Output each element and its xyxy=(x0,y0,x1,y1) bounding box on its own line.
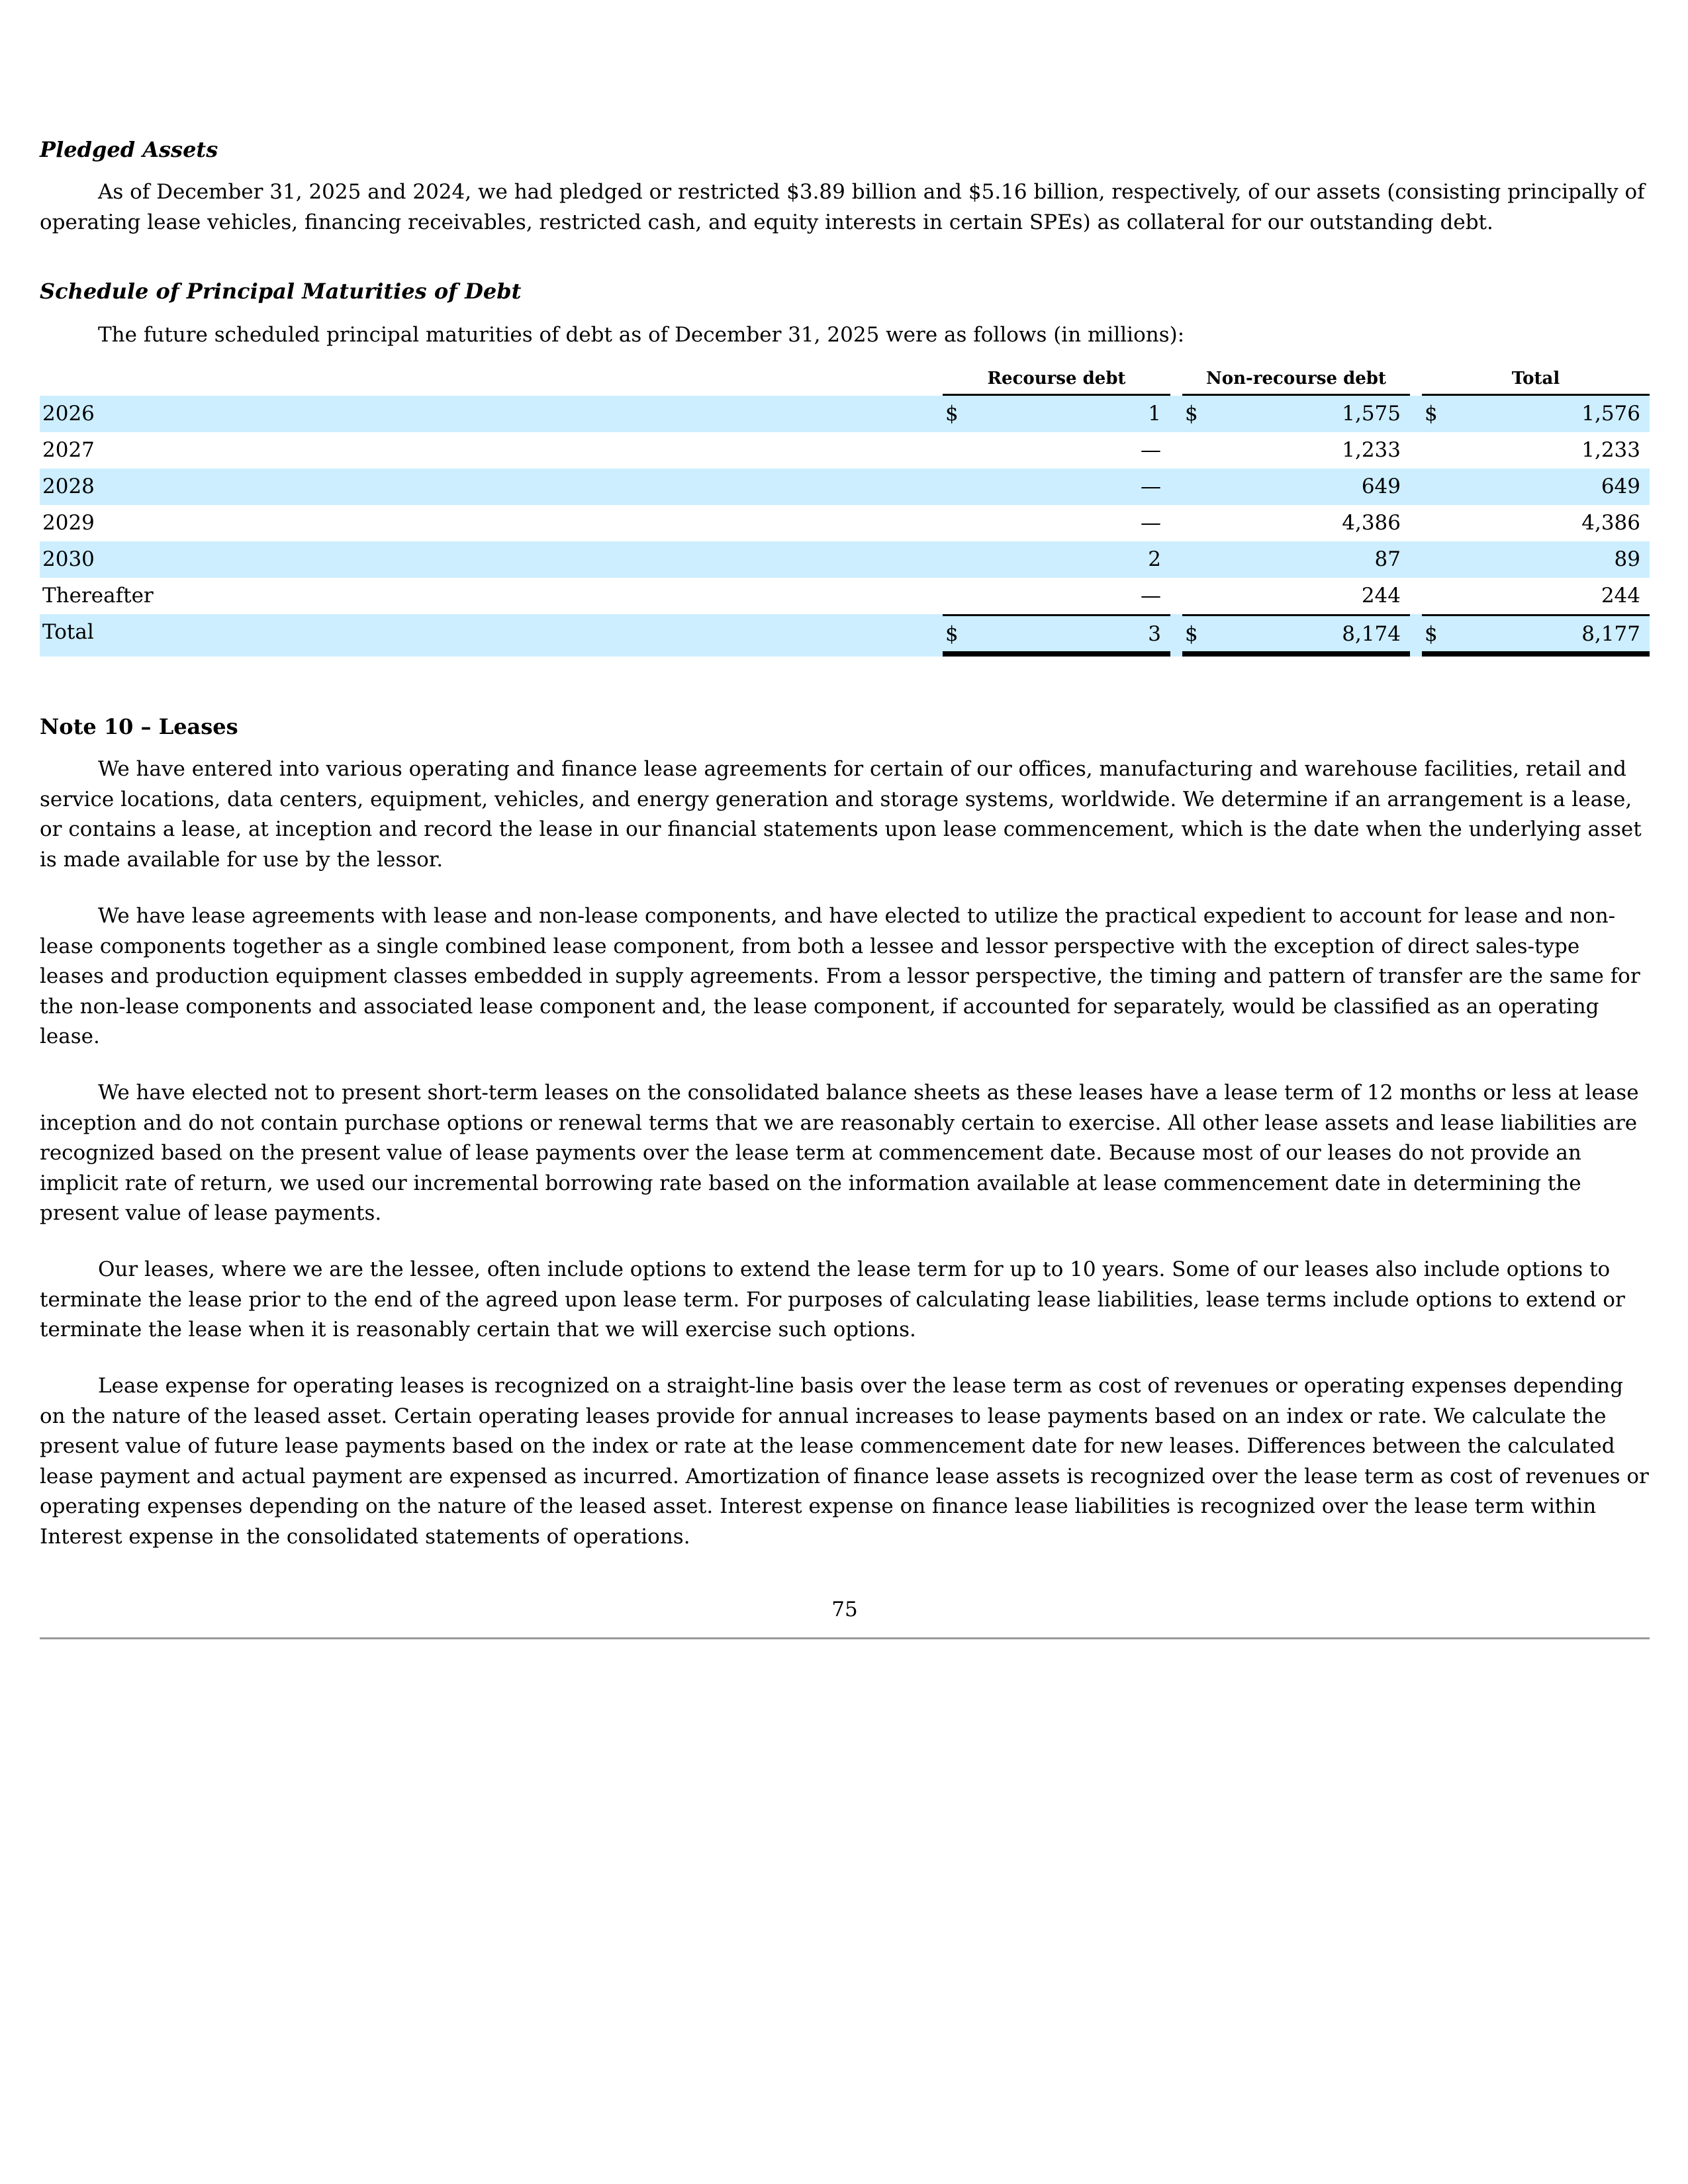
column-header-total: Total xyxy=(1422,363,1650,396)
recourse-value: 1 xyxy=(1148,402,1161,426)
total-value: 649 xyxy=(1601,475,1640,498)
row-label: 2028 xyxy=(42,475,95,498)
footer-divider xyxy=(40,1637,1650,1639)
pledged-assets-paragraph: As of December 31, 2025 and 2024, we had pledged or restricted $3.89 billion and $5.16 billion, respectively, of our assets (consisting principally of operating lease vehicles, financing receivables, restricted cash, and equity interests in certain SPEs) as collateral for our outstanding debt. xyxy=(40,180,1645,234)
total-cell xyxy=(1422,432,1650,469)
table-row xyxy=(40,505,1650,541)
nonrecourse-value: 4,386 xyxy=(1342,511,1401,535)
recourse-value: — xyxy=(1141,438,1161,462)
recourse-value: — xyxy=(1141,584,1161,608)
nonrecourse-cell xyxy=(1182,469,1410,505)
leases-paragraph-2: We have lease agreements with lease and non-lease components, and have elected to utilize the practical expedient to account for lease and non-lease components together as a single combined lease component, from both a lessee and lessor perspective with the exception of direct sales-type leases and production equipment classes embedded in supply agreements. From a lessor perspective, the timing and pattern of transfer are the same for the non-lease components and associated lease component and, the lease component, if accounted for separately, would be classified as an operating lease. xyxy=(40,904,1640,1048)
row-label: Thereafter xyxy=(42,584,154,608)
total-cell xyxy=(1422,505,1650,541)
note-10-heading: Note 10 – Leases xyxy=(40,714,238,739)
recourse-cell xyxy=(943,432,1170,469)
total-cell xyxy=(1422,396,1650,432)
currency-symbol: $ xyxy=(945,622,959,646)
recourse-cell xyxy=(943,578,1170,614)
table-row xyxy=(40,469,1650,505)
recourse-value: — xyxy=(1141,475,1161,498)
recourse-cell xyxy=(943,505,1170,541)
pledged-assets-heading: Pledged Assets xyxy=(40,137,218,162)
total-cell xyxy=(1422,578,1650,614)
recourse-cell xyxy=(943,614,1170,657)
column-header-recourse-debt: Recourse debt xyxy=(943,363,1170,396)
leases-paragraph-4: Our leases, where we are the lessee, often include options to extend the lease term for up to 10 years. Some of our leases also include options to terminate the lease prior to the end of the agreed upon lease term. For purposes of calculating lease liabilities, lease terms include options to extend or terminate the lease when it is reasonably certain that we will exercise such options. xyxy=(40,1257,1625,1342)
total-value: 244 xyxy=(1601,584,1640,608)
nonrecourse-value: 649 xyxy=(1361,475,1401,498)
recourse-value: 2 xyxy=(1148,547,1161,571)
nonrecourse-value: 8,174 xyxy=(1342,622,1401,646)
leases-paragraph-1: We have entered into various operating and finance lease agreements for certain of our offices, manufacturing and warehouse facilities, retail and service locations, data centers, equipment, vehicles, and energy generation and storage systems, worldwide. We determine if an arrangement is a lease, or contains a lease, at inception and record the lease in our financial statements upon lease commencement, which is the date when the underlying asset is made available for use by the lessor. xyxy=(40,757,1642,872)
nonrecourse-cell xyxy=(1182,432,1410,469)
total-value: 1,233 xyxy=(1581,438,1640,462)
currency-symbol: $ xyxy=(1425,622,1438,646)
currency-symbol: $ xyxy=(1185,622,1198,646)
maturities-heading: Schedule of Principal Maturities of Debt xyxy=(40,279,522,304)
nonrecourse-value: 244 xyxy=(1361,584,1401,608)
total-cell xyxy=(1422,469,1650,505)
total-value: 8,177 xyxy=(1581,622,1640,646)
total-cell xyxy=(1422,614,1650,657)
table-row xyxy=(40,432,1650,469)
row-label: 2030 xyxy=(42,547,95,571)
row-label: Total xyxy=(42,620,94,644)
currency-symbol: $ xyxy=(945,402,959,426)
recourse-cell xyxy=(943,541,1170,578)
table-row xyxy=(40,578,1650,614)
total-value: 1,576 xyxy=(1581,402,1640,426)
recourse-value: 3 xyxy=(1148,622,1161,646)
column-header-non-recourse-debt: Non-recourse debt xyxy=(1182,363,1410,396)
nonrecourse-cell xyxy=(1182,541,1410,578)
nonrecourse-value: 1,233 xyxy=(1342,438,1401,462)
total-value: 4,386 xyxy=(1581,511,1640,535)
row-label: 2029 xyxy=(42,511,95,535)
nonrecourse-cell xyxy=(1182,578,1410,614)
recourse-value: — xyxy=(1141,511,1161,535)
row-label: 2026 xyxy=(42,402,95,426)
recourse-cell xyxy=(943,396,1170,432)
row-label: 2027 xyxy=(42,438,95,462)
currency-symbol: $ xyxy=(1185,402,1198,426)
nonrecourse-cell xyxy=(1182,396,1410,432)
total-value: 89 xyxy=(1614,547,1640,571)
nonrecourse-value: 1,575 xyxy=(1342,402,1401,426)
currency-symbol: $ xyxy=(1425,402,1438,426)
table-row xyxy=(40,396,1650,432)
nonrecourse-value: 87 xyxy=(1374,547,1401,571)
leases-paragraph-5: Lease expense for operating leases is recognized on a straight-line basis over the lease term as cost of revenues or operating expenses depending on the nature of the leased asset. Certain operating leases provide for annual increases to lease payments based on an index or rate. We calculate the present value of future lease payments based on the index or rate at the lease commencement date for new leases. Differences between the calculated lease payment and actual payment are expensed as incurred. Amortization of finance lease assets is recognized over the lease term as cost of revenues or operating expenses depending on the nature of the leased asset. Interest expense on finance lease liabilities is recognized over the lease term within Interest expense in the consolidated statements of operations. xyxy=(40,1374,1649,1549)
table-row xyxy=(40,541,1650,578)
maturities-intro: The future scheduled principal maturities of debt as of December 31, 2025 were as follows (in millions): xyxy=(98,323,1185,347)
table-total-row xyxy=(40,614,1650,657)
total-cell xyxy=(1422,541,1650,578)
page-number: 75 xyxy=(831,1598,858,1621)
nonrecourse-cell xyxy=(1182,614,1410,657)
nonrecourse-cell xyxy=(1182,505,1410,541)
recourse-cell xyxy=(943,469,1170,505)
leases-paragraph-3: We have elected not to present short-term leases on the consolidated balance sheets as these leases have a lease term of 12 months or less at lease inception and do not contain purchase options or renewal terms that we are reasonably certain to exercise. All other lease assets and lease liabilities are recognized based on the present value of lease payments over the lease term at commencement date. Because most of our leases do not provide an implicit rate of return, we used our incremental borrowing rate based on the information available at lease commencement date in determining the present value of lease payments. xyxy=(40,1081,1639,1225)
